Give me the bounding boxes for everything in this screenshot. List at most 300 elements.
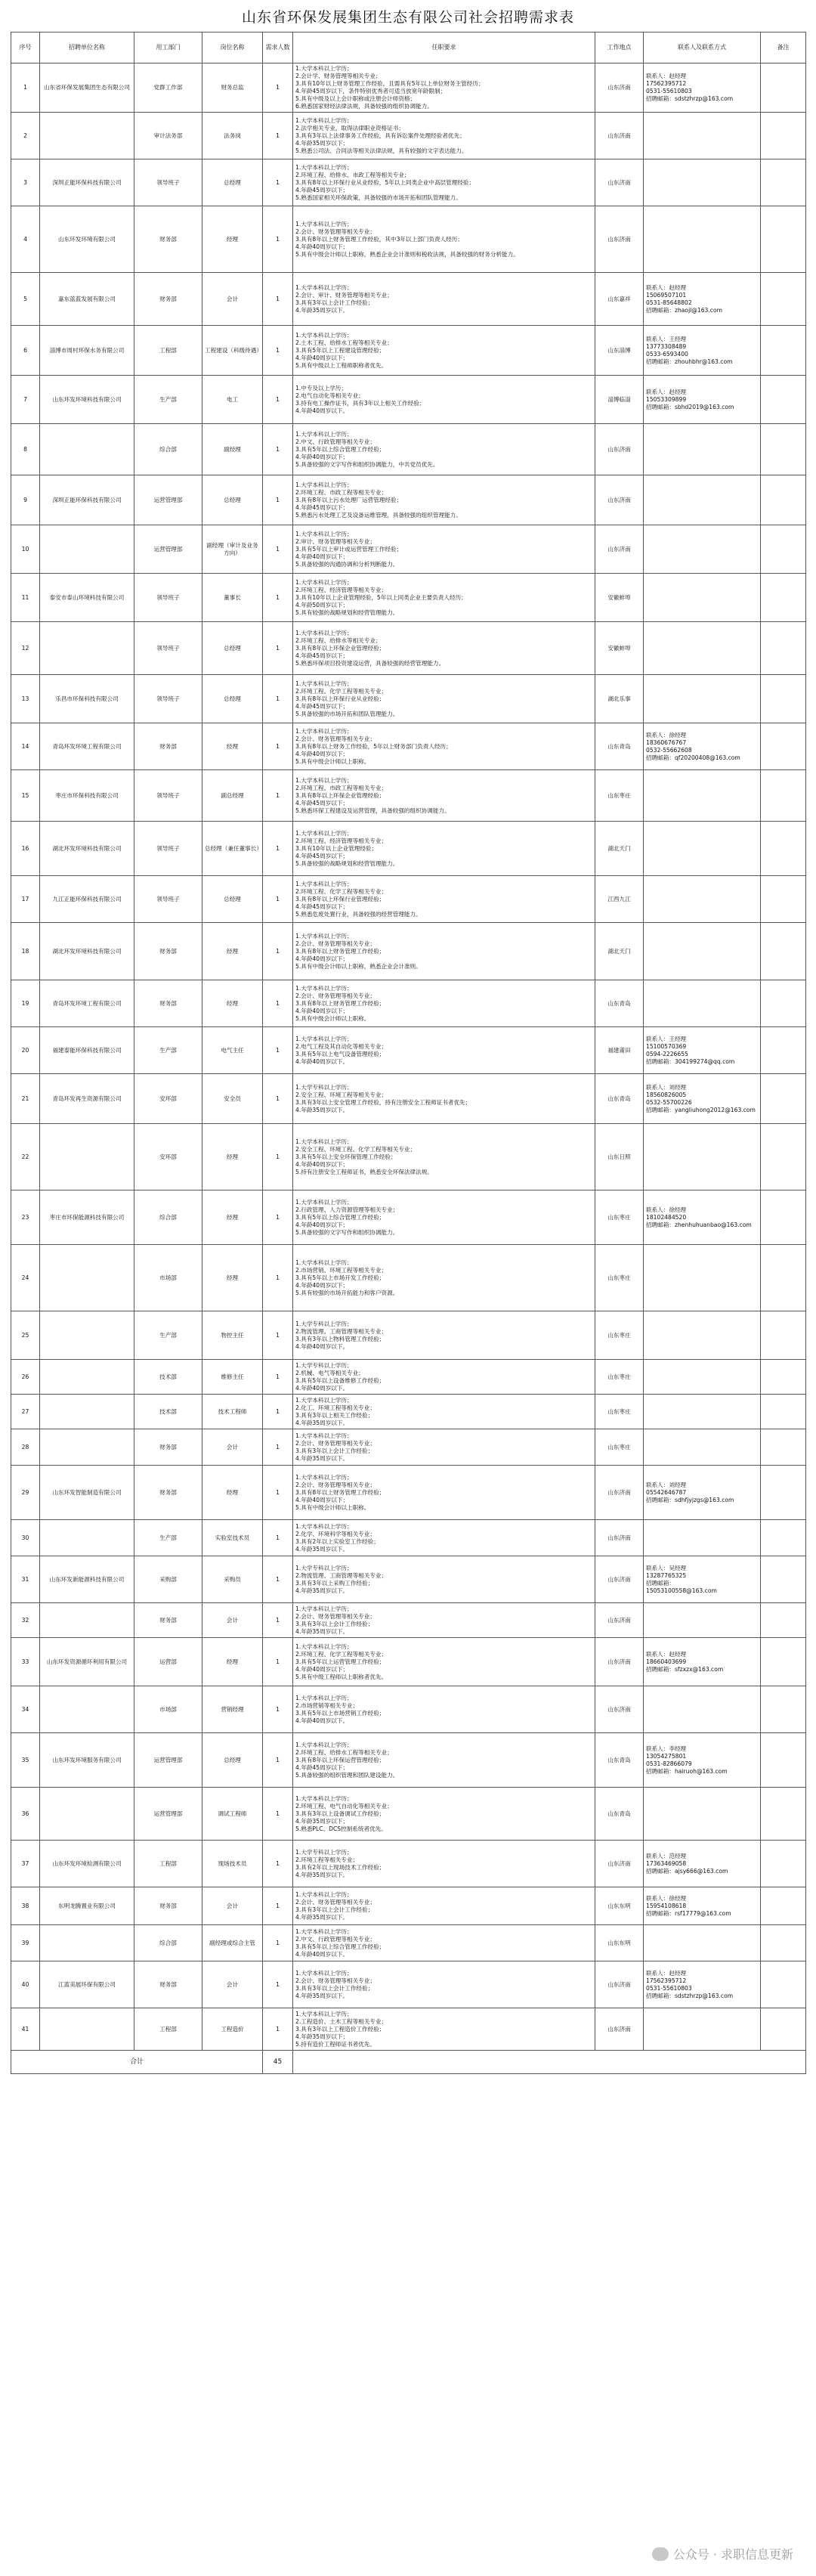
table-row: [11, 1190, 806, 1245]
work-location: 山东济南: [595, 159, 644, 206]
requirements: 1.大学本科以上学历； 2.工程造价、土木工程等相关专业； 3.具有3年以上工程造价工作经验； 4.年龄35周岁以下； 5.持有造价工程师证书者优先。: [293, 2008, 595, 2051]
unit-name: 山东环发新能源科技有限公司: [40, 1556, 134, 1603]
remark: [761, 1733, 806, 1788]
work-location: 山东青岛: [595, 723, 644, 770]
row-number: 34: [11, 1686, 40, 1733]
remark: [761, 622, 806, 675]
position: 总经理: [202, 1733, 263, 1788]
department: 生产部: [134, 1027, 202, 1074]
work-location: 山东东明: [595, 1887, 644, 1925]
remark: [761, 1841, 806, 1887]
contact-info: [644, 1520, 761, 1556]
requirements: 1.大学专科以上学历； 2.环境工程等相关专业； 3.具有2年以上现场技术工作经验； 4.年龄35周岁以下。: [293, 1841, 595, 1887]
requirements: 1.大学专科以上学历； 2.物流管理、工商管理等相关专业； 3.具有3年以上采购工作经验； 4.年龄35周岁以下。: [293, 1556, 595, 1603]
department: 财务部: [134, 1429, 202, 1466]
remark: [761, 326, 806, 376]
requirements: 1.大学本科以上学历； 2.会计、财务管理等相关专业； 3.具有8年以上财务管理工作经验； 4.年龄40周岁以下； 5.具有中级会计师以上职称。: [293, 980, 595, 1027]
contact-info: [644, 159, 761, 206]
department: 运营部: [134, 1638, 202, 1686]
unit-name: [40, 1925, 134, 1961]
row-number: 3: [11, 159, 40, 206]
unit-name: [40, 1245, 134, 1311]
department: 财务部: [134, 1603, 202, 1638]
contact-info: [644, 1395, 761, 1429]
position: 营销经理: [202, 1686, 263, 1733]
remark: [761, 159, 806, 206]
unit-name: [40, 1429, 134, 1466]
contact-info: [644, 113, 761, 159]
position: 现场技术员: [202, 1841, 263, 1887]
unit-name: 青岛环发环境工程有限公司: [40, 723, 134, 770]
remark: [761, 876, 806, 923]
unit-name: 福建泰能环保科技有限公司: [40, 1027, 134, 1074]
table-row: [11, 822, 806, 876]
table-row: [11, 723, 806, 770]
wechat-icon: [652, 2547, 669, 2561]
position: 总经理: [202, 159, 263, 206]
headcount: 1: [263, 1466, 293, 1520]
department: 党群工作部: [134, 63, 202, 113]
headcount: 1: [263, 1925, 293, 1961]
position: 总经理: [202, 475, 263, 525]
requirements: 1.大学本科以上学历； 2.环境工程、给排水、市政工程等相关专业； 3.具有8年以上环保行业从业经验，5年以上同类企业中高层管理经验； 4.年龄45周岁以下； 5.熟悉国家相关环保政策，具备较强的市场开拓和团队管理能力。: [293, 159, 595, 206]
headcount: 1: [263, 980, 293, 1027]
remark: [761, 2008, 806, 2051]
headcount: 1: [263, 1603, 293, 1638]
headcount: 1: [263, 2008, 293, 2051]
table-row: [11, 1360, 806, 1395]
unit-name: 山东环发环境服务有限公司: [40, 1733, 134, 1788]
position: 会计: [202, 1429, 263, 1466]
requirements: 1.大学专科以上学历； 2.物流管理、工商管理等相关专业； 3.具有3年以上物料管理工作经验； 4.年龄40周岁以下。: [293, 1311, 595, 1360]
contact-info: [644, 1788, 761, 1841]
row-number: 33: [11, 1638, 40, 1686]
position: 会计: [202, 1603, 263, 1638]
table-row: [11, 1733, 806, 1788]
headcount: 1: [263, 1311, 293, 1360]
table-row: [11, 1027, 806, 1074]
row-number: 12: [11, 622, 40, 675]
remark: [761, 574, 806, 622]
position: 经理: [202, 723, 263, 770]
table-row: [11, 1556, 806, 1603]
headcount: 1: [263, 206, 293, 273]
headcount: 1: [263, 770, 293, 822]
contact-info: [644, 622, 761, 675]
headcount: 1: [263, 1395, 293, 1429]
headcount: 1: [263, 326, 293, 376]
position: 经理: [202, 1638, 263, 1686]
unit-name: 山东环发资源循环利用有限公司: [40, 1638, 134, 1686]
headcount: 1: [263, 159, 293, 206]
requirements: 1.大学本科以上学历； 2.中文、行政管理等相关专业； 3.具有5年以上综合管理工作经验； 4.年龄40周岁以下； 5.具备较强的文字写作和组织协调能力，中共党员优先。: [293, 424, 595, 475]
contact-info: [644, 876, 761, 923]
position: 总经理: [202, 876, 263, 923]
requirements: 1.大学本科以上学历； 2.会计、财务管理等相关专业； 3.具有8年以上财务工作经验，5年以上财务部门负责人经历； 4.年龄40周岁以下； 5.具有中级会计师以上职称。: [293, 723, 595, 770]
contact-info: 联系人：吴经理 13287765325 招聘邮箱： 15053100558@163.com: [644, 1556, 761, 1603]
work-location: 山东枣庄: [595, 1360, 644, 1395]
table-row: [11, 1841, 806, 1887]
position: 经理: [202, 980, 263, 1027]
position: 总经理: [202, 675, 263, 723]
department: 运营管理部: [134, 525, 202, 574]
remark: [761, 1925, 806, 1961]
headcount: 1: [263, 876, 293, 923]
department: 安环部: [134, 1074, 202, 1124]
position: 副经理: [202, 424, 263, 475]
headcount: 1: [263, 675, 293, 723]
position: 技术工程师: [202, 1395, 263, 1429]
headcount: 1: [263, 1733, 293, 1788]
total-row: [11, 2051, 806, 2074]
unit-name: [40, 1603, 134, 1638]
requirements: 1.大学本科以上学历； 2.环境工程、经济管理等相关专业； 3.具有10年以上企业管理经验，5年以上同类企业主要负责人经历； 4.年龄50周岁以下； 5.具有较强的战略规划和经营管理能力。: [293, 574, 595, 622]
department: 审计法务部: [134, 113, 202, 159]
remark: [761, 273, 806, 326]
unit-name: 嘉东蓝蓝发展有限公司: [40, 273, 134, 326]
table-row: [11, 2008, 806, 2051]
row-number: 10: [11, 525, 40, 574]
row-number: 9: [11, 475, 40, 525]
row-number: 40: [11, 1961, 40, 2008]
department: 财务部: [134, 273, 202, 326]
headcount: 1: [263, 475, 293, 525]
row-number: 27: [11, 1395, 40, 1429]
unit-name: [40, 424, 134, 475]
row-number: 37: [11, 1841, 40, 1887]
unit-name: 淄博市周村环保水务有限公司: [40, 326, 134, 376]
table-row: [11, 1788, 806, 1841]
unit-name: 湖北环发环境科技有限公司: [40, 822, 134, 876]
headcount: 1: [263, 1027, 293, 1074]
position: 会计: [202, 1887, 263, 1925]
work-location: 山东济南: [595, 206, 644, 273]
contact-info: [644, 980, 761, 1027]
work-location: 山东济南: [595, 475, 644, 525]
remark: [761, 113, 806, 159]
position: 经理: [202, 1245, 263, 1311]
remark: [761, 1429, 806, 1466]
total-headcount: 45: [263, 2051, 293, 2074]
table-row: [11, 770, 806, 822]
department: 领导班子: [134, 159, 202, 206]
row-number: 30: [11, 1520, 40, 1556]
headcount: 1: [263, 1788, 293, 1841]
remark: [761, 1887, 806, 1925]
work-location: 山东济南: [595, 1556, 644, 1603]
headcount: 1: [263, 113, 293, 159]
unit-name: [40, 622, 134, 675]
requirements: 1.大学本科以上学历； 2.环境工程、经济管理等相关专业； 3.具有10年以上企业管理经验； 4.年龄45周岁以下； 5.具备较强的战略规划和经营管理能力。: [293, 822, 595, 876]
headcount: 1: [263, 273, 293, 326]
contact-info: [644, 475, 761, 525]
requirements: 1.大学本科以上学历； 2.会计、财务管理等相关专业； 3.具有8年以上财务管理工作经验； 4.年龄40周岁以下； 5.具有中级会计师以上职称。: [293, 1466, 595, 1520]
position: 经理: [202, 1466, 263, 1520]
position: 工程造价: [202, 2008, 263, 2051]
requirements: 1.大学本科以上学历； 2.化学、环境科学等相关专业； 3.具有2年以上实验室工作经验； 4.年龄35周岁以下。: [293, 1520, 595, 1556]
requirements: 1.大学本科以上学历； 2.环境工程、给排水工程等相关专业； 3.具有8年以上环保运营管理经验； 4.年龄45周岁以下； 5.具备较强的组织管理和团队建设能力。: [293, 1733, 595, 1788]
requirements: 1.大学本科以上学历； 2.环境工程、给排水等相关专业； 3.具有8年以上环保企业管理经验； 4.年龄45周岁以下； 5.熟悉环保项目投资建设运营，具备较强的经营管理能力。: [293, 622, 595, 675]
table-row: [11, 1124, 806, 1190]
watermark-text: 公众号 · 求职信息更新: [672, 2547, 793, 2562]
work-location: 安徽蚌埠: [595, 622, 644, 675]
row-number: 7: [11, 376, 40, 424]
row-number: 4: [11, 206, 40, 273]
contact-info: [644, 1686, 761, 1733]
department: 财务部: [134, 723, 202, 770]
contact-info: 联系人：徐经理 18360676767 0532-55662608 招聘邮箱：qf20200408@163.com: [644, 723, 761, 770]
row-number: 8: [11, 424, 40, 475]
contact-info: 联系人：刘经理 05542646787 招聘邮箱：sdhfjyjzgs@163.com: [644, 1466, 761, 1520]
work-location: 山东济南: [595, 1603, 644, 1638]
unit-name: [40, 1360, 134, 1395]
table-row: [11, 1961, 806, 2008]
contact-info: 联系人：赵经理 17562395712 0531-55610803 招聘邮箱：sdstzhrzp@163.com: [644, 1961, 761, 2008]
work-location: 山东枣庄: [595, 1245, 644, 1311]
table-row: [11, 424, 806, 475]
position: 财务总监: [202, 63, 263, 113]
contact-info: 联系人：王经理 15100570369 0594-2226655 招聘邮箱：304199274@qq.com: [644, 1027, 761, 1074]
work-location: 山东枣庄: [595, 1395, 644, 1429]
work-location: 山东济南: [595, 1638, 644, 1686]
department: 运营管理部: [134, 1788, 202, 1841]
department: 领导班子: [134, 622, 202, 675]
remark: [761, 923, 806, 980]
remark: [761, 1961, 806, 2008]
table-row: [11, 376, 806, 424]
headcount: 1: [263, 1124, 293, 1190]
unit-name: [40, 525, 134, 574]
table-row: [11, 1395, 806, 1429]
unit-name: [40, 1686, 134, 1733]
unit-name: 青岛环发再生资源有限公司: [40, 1074, 134, 1124]
remark: [761, 1245, 806, 1311]
work-location: 山东济南: [595, 63, 644, 113]
remark: [761, 1603, 806, 1638]
requirements: 1.大学本科以上学历； 2.会计学、财务管理等相关专业； 3.具有10年以上财务管理工作经验，且需具有5年以上单位财务主管经历； 4.年龄45周岁以下，条件特别优秀者可适当放宽年龄限制； 5.具有中级及以上会计职称或注册会计师资格； 6.熟悉国家财经法律法规，具备较强的组织协调能力。: [293, 63, 595, 113]
work-location: 山东济南: [595, 2008, 644, 2051]
remark: [761, 1360, 806, 1395]
work-location: 山东淄博: [595, 326, 644, 376]
contact-info: [644, 574, 761, 622]
department: 运营管理部: [134, 1733, 202, 1788]
contact-info: 联系人：赵经理 17562395712 0531-55610803 招聘邮箱：sdstzhrzp@163.com: [644, 63, 761, 113]
table-header-row: [11, 33, 806, 63]
contact-info: 联系人：徐经理 15954108618 招聘邮箱：rsf17779@163.com: [644, 1887, 761, 1925]
column-header: 工作地点: [595, 33, 644, 63]
table-row: [11, 326, 806, 376]
department: 财务部: [134, 1887, 202, 1925]
unit-name: 山东省环保发展集团生态有限公司: [40, 63, 134, 113]
table-row: [11, 574, 806, 622]
column-header: 备注: [761, 33, 806, 63]
department: 技术部: [134, 1395, 202, 1429]
row-number: 32: [11, 1603, 40, 1638]
work-location: 湖北乐事: [595, 675, 644, 723]
contact-info: [644, 1925, 761, 1961]
work-location: 山东济南: [595, 1686, 644, 1733]
position: 总经理（兼任董事长）: [202, 822, 263, 876]
unit-name: 山东环发环境科技有限公司: [40, 376, 134, 424]
row-number: 35: [11, 1733, 40, 1788]
unit-name: 江蓝美展环保有限公司: [40, 1961, 134, 2008]
work-location: 山东济南: [595, 1466, 644, 1520]
requirements: 1.大学本科以上学历； 2.市场营销、环境工程等相关专业； 3.具有5年以上市场开发工作经验； 4.年龄40周岁以下； 5.具有较强的市场开拓能力和客户资源。: [293, 1245, 595, 1311]
position: 法务岗: [202, 113, 263, 159]
row-number: 29: [11, 1466, 40, 1520]
table-row: [11, 475, 806, 525]
column-header: 岗位名称: [202, 33, 263, 63]
remark: [761, 1520, 806, 1556]
work-location: 山东日照: [595, 1124, 644, 1190]
contact-info: [644, 1429, 761, 1466]
work-location: 山东青岛: [595, 980, 644, 1027]
position: 副经理（审计及业务方向）: [202, 525, 263, 574]
position: 副经理或综合主管: [202, 1925, 263, 1961]
department: 采购部: [134, 1556, 202, 1603]
work-location: 山东济南: [595, 1520, 644, 1556]
table-row: [11, 675, 806, 723]
position: 董事长: [202, 574, 263, 622]
department: 综合部: [134, 424, 202, 475]
unit-name: 九江正能环保科技有限公司: [40, 876, 134, 923]
contact-info: [644, 1360, 761, 1395]
unit-name: [40, 1520, 134, 1556]
department: 工程部: [134, 326, 202, 376]
unit-name: 泰安市泰山环境科技有限公司: [40, 574, 134, 622]
contact-info: [644, 525, 761, 574]
total-empty: [293, 2051, 806, 2074]
row-number: 1: [11, 63, 40, 113]
position: 安全员: [202, 1074, 263, 1124]
position: 实验室技术员: [202, 1520, 263, 1556]
work-location: 山东济南: [595, 424, 644, 475]
contact-info: 联系人：王经理 13773308489 0533-6593400 招聘邮箱：zhouhbhr@163.com: [644, 326, 761, 376]
department: 市场部: [134, 1686, 202, 1733]
position: 维修主任: [202, 1360, 263, 1395]
remark: [761, 822, 806, 876]
row-number: 25: [11, 1311, 40, 1360]
requirements: 1.大学本科以上学历； 2.行政管理、人力资源管理等相关专业； 3.具有5年以上综合管理工作经验； 4.年龄40周岁以下； 5.具备较强的文字写作和组织协调能力。: [293, 1190, 595, 1245]
headcount: 1: [263, 1429, 293, 1466]
row-number: 26: [11, 1360, 40, 1395]
work-location: 山东济南: [595, 1961, 644, 2008]
row-number: 36: [11, 1788, 40, 1841]
table-row: [11, 876, 806, 923]
headcount: 1: [263, 1887, 293, 1925]
department: 生产部: [134, 376, 202, 424]
row-number: 22: [11, 1124, 40, 1190]
table-row: [11, 1520, 806, 1556]
work-location: 湖北天门: [595, 822, 644, 876]
department: 财务部: [134, 980, 202, 1027]
headcount: 1: [263, 376, 293, 424]
requirements: 1.大学本科以上学历； 2.会计、财务管理等相关专业； 3.具有8年以上财务管理工作经验； 4.年龄40周岁以下； 5.具有中级会计师以上职称，熟悉企业会计准则。: [293, 923, 595, 980]
remark: [761, 1556, 806, 1603]
unit-name: [40, 1124, 134, 1190]
requirements: 1.中专及以上学历； 2.电气自动化等相关专业； 3.持有电工操作证书，具有3年以上相关工作经验； 4.年龄40周岁以下。: [293, 376, 595, 424]
requirements: 1.大学本科以上学历； 2.会计、审计、财务管理等相关专业； 3.具有3年以上会计工作经验； 4.年龄35周岁以下。: [293, 273, 595, 326]
unit-name: 湖北环发环境科技有限公司: [40, 923, 134, 980]
row-number: 21: [11, 1074, 40, 1124]
unit-name: 深圳正能环保科技有限公司: [40, 159, 134, 206]
remark: [761, 1638, 806, 1686]
row-number: 23: [11, 1190, 40, 1245]
row-number: 13: [11, 675, 40, 723]
requirements: 1.大学本科以上学历； 2.环境工程、电气自动化等相关专业； 3.具有3年以上设备调试工作经验； 4.年龄35周岁以下； 5.熟悉PLC、DCS控制系统者优先。: [293, 1788, 595, 1841]
remark: [761, 424, 806, 475]
table-row: [11, 273, 806, 326]
headcount: 1: [263, 1686, 293, 1733]
headcount: 1: [263, 1556, 293, 1603]
row-number: 19: [11, 980, 40, 1027]
department: 运营管理部: [134, 475, 202, 525]
row-number: 6: [11, 326, 40, 376]
department: 领导班子: [134, 876, 202, 923]
table-row: [11, 923, 806, 980]
total-label: 合计: [11, 2051, 263, 2074]
row-number: 14: [11, 723, 40, 770]
headcount: 1: [263, 923, 293, 980]
row-number: 24: [11, 1245, 40, 1311]
remark: [761, 1190, 806, 1245]
table-row: [11, 1074, 806, 1124]
contact-info: 联系人：赵经理 15069507101 0531-85648802 招聘邮箱：zhaojl@163.com: [644, 273, 761, 326]
position: 会计: [202, 273, 263, 326]
row-number: 16: [11, 822, 40, 876]
unit-name: [40, 1395, 134, 1429]
table-row: [11, 1429, 806, 1466]
table-row: [11, 622, 806, 675]
headcount: 1: [263, 1841, 293, 1887]
unit-name: [40, 1788, 134, 1841]
unit-name: 深圳正能环保科技有限公司: [40, 475, 134, 525]
table-row: [11, 63, 806, 113]
position: 会计: [202, 1961, 263, 2008]
contact-info: [644, 1124, 761, 1190]
position: 经理: [202, 206, 263, 273]
column-header: 招聘单位名称: [40, 33, 134, 63]
table-row: [11, 206, 806, 273]
table-row: [11, 1245, 806, 1311]
requirements: 1.大学本科以上学历； 2.环境工程、化学工程等相关专业； 3.具有8年以上环保行业管理经验； 4.年龄45周岁以下； 5.熟悉危废处置行业，具备较强的经营管理能力。: [293, 876, 595, 923]
unit-name: [40, 1311, 134, 1360]
requirements: 1.大学本科以上学历； 2.化工、环境工程等相关专业； 3.具有3年以上相关工作经验； 4.年龄35周岁以下。: [293, 1395, 595, 1429]
contact-info: 联系人：赵经理 15053309899 招聘邮箱：sbhd2019@163.com: [644, 376, 761, 424]
department: 领导班子: [134, 770, 202, 822]
remark: [761, 1027, 806, 1074]
contact-info: [644, 923, 761, 980]
requirements: 1.大学专科以上学历； 2.安全工程、环境工程等相关专业； 3.具有3年以上安全管理工作经验，持有注册安全工程师证书者优先； 4.年龄35周岁以下。: [293, 1074, 595, 1124]
remark: [761, 1311, 806, 1360]
work-location: 山东济南: [595, 1841, 644, 1887]
remark: [761, 63, 806, 113]
department: 综合部: [134, 1925, 202, 1961]
headcount: 1: [263, 1360, 293, 1395]
department: 工程部: [134, 1841, 202, 1887]
remark: [761, 1788, 806, 1841]
work-location: 山东枣庄: [595, 770, 644, 822]
work-location: 山东东明: [595, 1925, 644, 1961]
contact-info: [644, 2008, 761, 2051]
requirements: 1.大学本科以上学历； 2.环境工程、化学工程等相关专业； 3.具有5年以上运营管理工作经验； 4.年龄40周岁以下； 5.具有中级工程师以上职称者优先。: [293, 1638, 595, 1686]
department: 财务部: [134, 206, 202, 273]
table-row: [11, 1311, 806, 1360]
position: 总经理: [202, 622, 263, 675]
position: 副总经理: [202, 770, 263, 822]
table-row: [11, 1686, 806, 1733]
position: 电气主任: [202, 1027, 263, 1074]
